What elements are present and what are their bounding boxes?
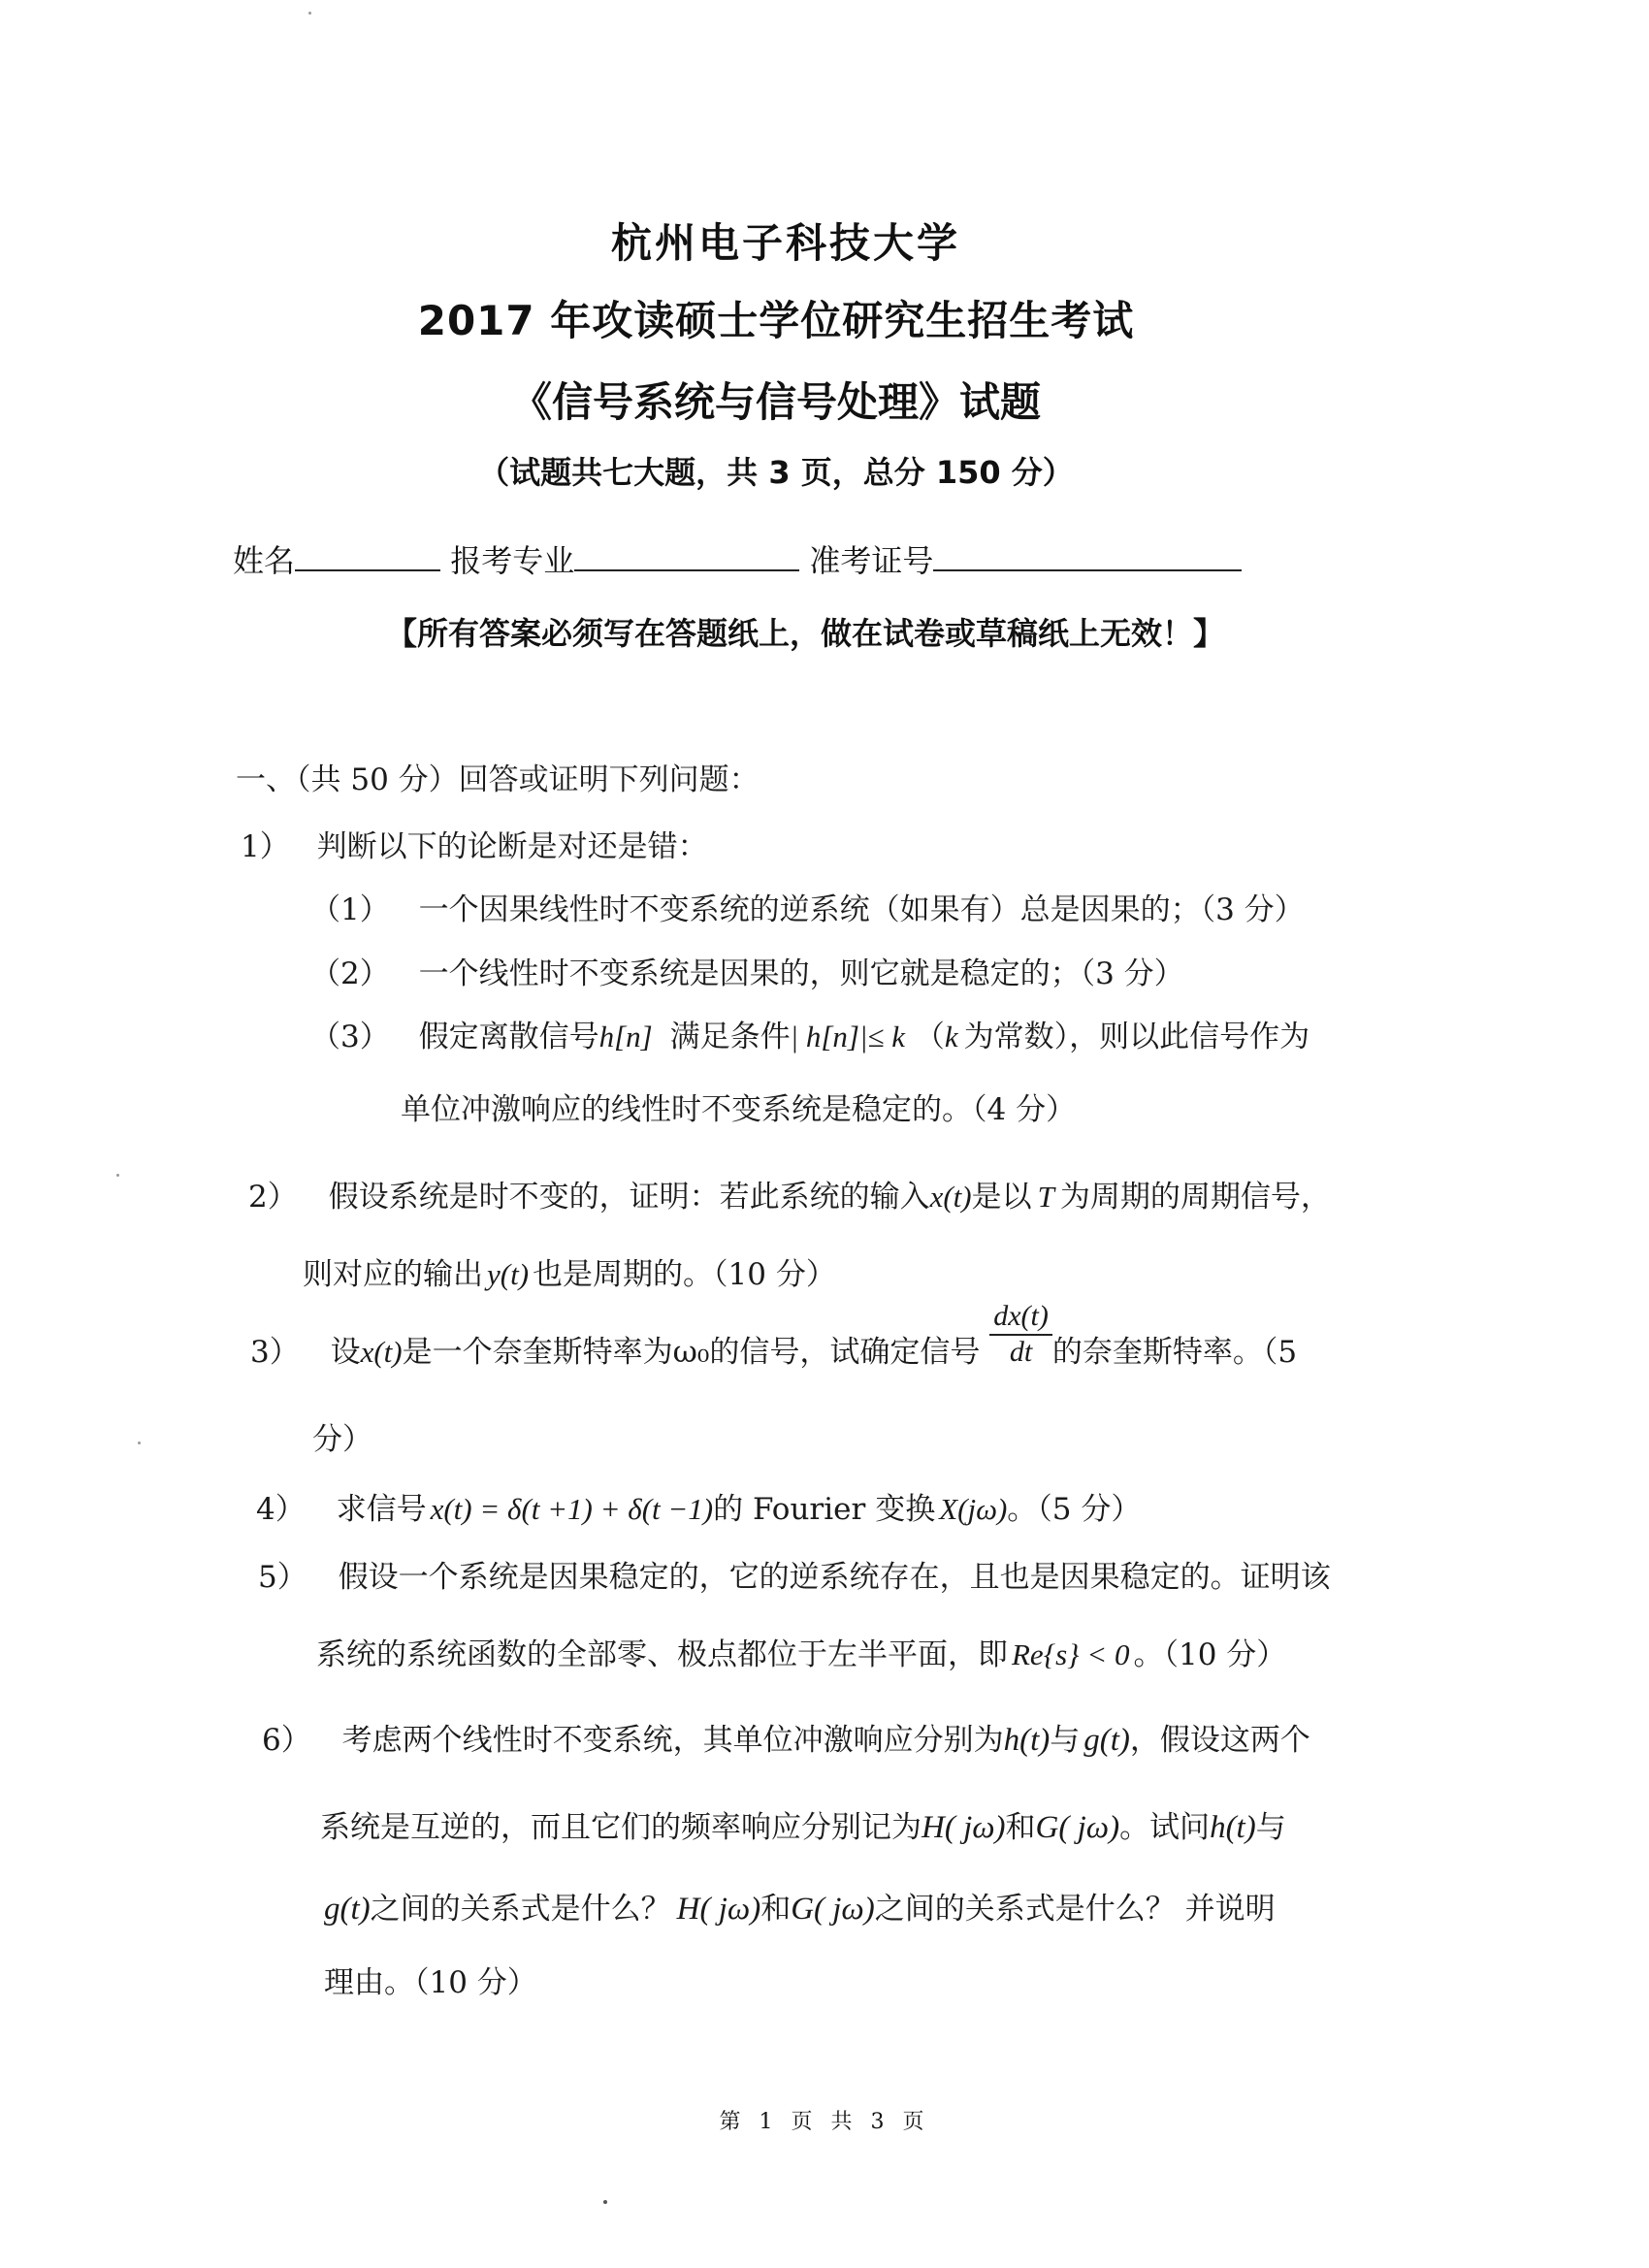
q4-text-a: 求信号 (336, 1492, 427, 1527)
q3-derivative-den: dt (1009, 1335, 1033, 1368)
q5-text-a: 系统的系统函数的全部零、极点都位于左半平面，即 (316, 1637, 1008, 1672)
q6-and2: 和 (1005, 1810, 1036, 1845)
q1-sub3-hn: h[n] (598, 1020, 653, 1053)
q6-text-f: 之间的关系式是什么？ 并说明 (874, 1892, 1276, 1927)
name-blank[interactable] (295, 542, 440, 571)
id-label: 准考证号 (809, 542, 934, 579)
q1-sub1 (310, 885, 1305, 928)
q1-sub1-number: （1） (310, 892, 390, 927)
q1-sub1-text: 一个因果线性时不变系统的逆系统（如果有）总是因果的；（3 分） (418, 892, 1305, 927)
q3-derivative (989, 1300, 1052, 1369)
q2-T: T (1037, 1180, 1054, 1214)
q1-number: 1） (241, 829, 290, 864)
q1-sub3-condition: | h[n]|≤ k (790, 1020, 906, 1053)
q1-sub3-k: k (944, 1020, 958, 1053)
q6-text-e: 之间的关系式是什么？ (370, 1892, 671, 1927)
q1-sub3-number: （3） (310, 1020, 390, 1054)
q2-text-b: 是以 (971, 1180, 1032, 1215)
q5-line2 (316, 1630, 1286, 1673)
q1-sub2-number: （2） (310, 956, 390, 991)
q5-line1: 假设一个系统是因果稳定的，它的逆系统存在，且也是因果稳定的。证明该 (338, 1560, 1331, 1595)
q6-ht2: h(t) (1210, 1810, 1256, 1845)
q2-yt: y(t) (487, 1257, 530, 1291)
q1-sub3-line2: 单位冲激响应的线性时不变系统是稳定的。（4 分） (401, 1092, 1077, 1127)
section-title: 一、（共 50 分）回答或证明下列问题： (236, 762, 760, 797)
q1-sub2 (310, 949, 1184, 992)
notice: 【所有答案必须写在答题纸上，做在试卷或草稿纸上无效！】 (385, 615, 1224, 652)
q3-w0: ω₀ (672, 1335, 710, 1370)
q3-text-c: 的信号，试确定信号 (709, 1335, 981, 1370)
q4-text-b: 的 Fourier 变换 (713, 1492, 936, 1527)
major-blank[interactable] (574, 542, 799, 571)
scan-speck (116, 1174, 119, 1177)
q5-number: 5） (258, 1560, 307, 1595)
q4-X: X(jω) (939, 1492, 1008, 1526)
q4-text-c: 。（5 分） (1007, 1492, 1142, 1527)
q3-derivative-num: dx(t) (989, 1300, 1052, 1336)
q5-text-b: 。（10 分） (1133, 1637, 1287, 1672)
q6-G2: G( jω) (791, 1892, 875, 1927)
major-label: 报考专业 (450, 542, 575, 579)
question-5 (258, 1552, 1331, 1596)
q2-text-c: 为周期的周期信号， (1059, 1180, 1331, 1215)
q3-number: 3） (250, 1335, 300, 1370)
page-footer: 第 1 页 共 3 页 (719, 2110, 930, 2134)
q6-G: G( jω) (1035, 1810, 1120, 1845)
q3-text-e: 分） (312, 1422, 372, 1457)
scan-dot (603, 2200, 607, 2204)
q2-xt: x(t) (929, 1180, 972, 1214)
candidate-fields (233, 536, 1242, 581)
q6-gt2: g(t) (324, 1892, 371, 1927)
q6-text-c: 系统是互逆的，而且它们的频率响应分别记为 (320, 1810, 922, 1845)
q3-xt: x(t) (360, 1335, 403, 1369)
q6-number: 6） (262, 1723, 311, 1758)
q2-text-d: 则对应的输出 (303, 1257, 483, 1292)
university-title: 杭州电子科技大学 (610, 219, 960, 267)
q6-H: H( jω) (922, 1810, 1006, 1845)
q1-sub3-text-a: 假定离散信号 (418, 1020, 599, 1054)
name-label: 姓名 (233, 542, 296, 579)
q6-text-b: ，假设这两个 (1129, 1723, 1310, 1758)
q6-H2: H( jω) (676, 1892, 761, 1927)
scan-speck (308, 12, 311, 15)
q6-and1: 与 (1050, 1723, 1081, 1758)
subject-title: 《信号系统与信号处理》试题 (510, 378, 1041, 426)
q1-sub3-text-b: 满足条件 (669, 1020, 791, 1054)
exam-info: （试题共七大题，共 3 页，总分 150 分） (478, 454, 1074, 491)
q3-text-b: 是一个奈奎斯特率为 (402, 1335, 673, 1370)
q4-expr: x(t) = δ(t +1) + δ(t −1) (430, 1492, 714, 1526)
id-blank[interactable] (933, 542, 1242, 571)
exam-title: 2017 年攻读硕士学位研究生招生考试 (417, 297, 1135, 344)
q1-sub3-paren: （ (914, 1020, 945, 1054)
q3-text-d: 的奈奎斯特率。（5 (1051, 1335, 1298, 1370)
q3-text-a: 设 (330, 1335, 361, 1370)
q1-text: 判断以下的论断是对还是错： (316, 829, 708, 864)
q1-sub2-text: 一个线性时不变系统是因果的，则它就是稳定的；（3 分） (418, 956, 1184, 991)
q6-text-d: 。试问 (1119, 1810, 1211, 1845)
question-1 (241, 822, 708, 865)
q2-line2 (303, 1249, 836, 1293)
q4-number: 4） (256, 1492, 306, 1527)
q6-line4: 理由。（10 分） (324, 1965, 537, 2000)
question-3 (250, 1300, 1298, 1371)
question-4 (256, 1484, 1141, 1528)
q6-line2 (320, 1802, 1286, 1846)
question-2 (248, 1172, 1331, 1215)
q2-number: 2） (248, 1180, 298, 1215)
q1-sub3 (310, 1012, 1310, 1055)
scan-speck (138, 1442, 141, 1444)
q6-text-a: 考虑两个线性时不变系统，其单位冲激响应分别为 (341, 1723, 1004, 1758)
q2-text-a: 假设系统是时不变的，证明：若此系统的输入 (328, 1180, 930, 1215)
q1-sub3-text-d: 为常数），则以此信号作为 (963, 1020, 1310, 1054)
q6-ht: h(t) (1003, 1723, 1051, 1758)
q6-gt: g(t) (1083, 1723, 1130, 1758)
q6-line3 (324, 1884, 1276, 1928)
q5-re: Re{s} < 0 (1012, 1637, 1130, 1671)
question-6 (262, 1715, 1310, 1759)
q6-and3: 与 (1255, 1810, 1286, 1845)
q2-text-e: 也是周期的。（10 分） (533, 1257, 836, 1292)
q6-and4: 和 (760, 1892, 792, 1927)
